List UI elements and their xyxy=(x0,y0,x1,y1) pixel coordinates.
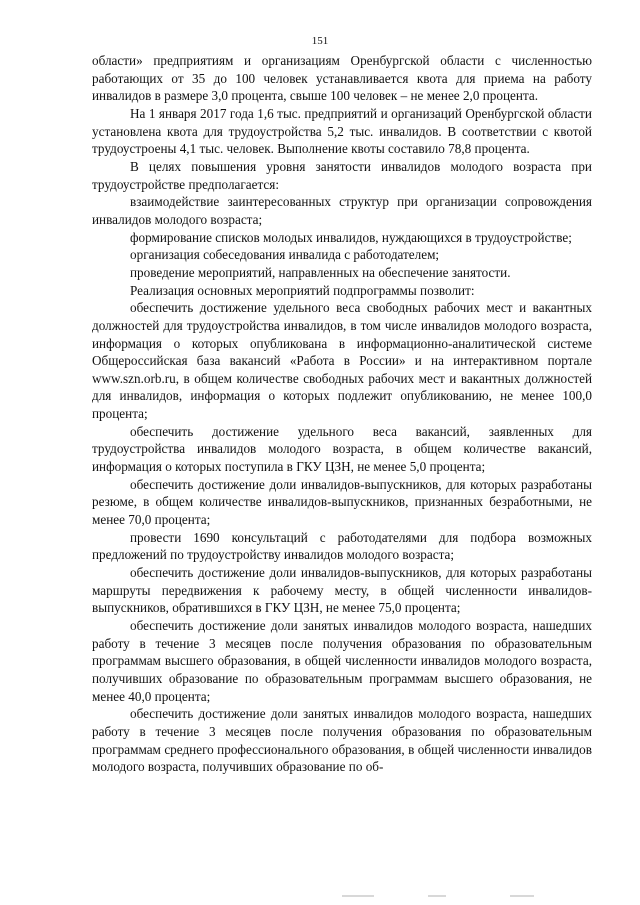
list-item-outcome: обеспечить достижение доли инвалидов-выпускников, для которых разработаны маршруты передвижения к рабочему месту, в общей численности инвалидов-выпускников, обратившихся в ГКУ ЦЗН, не менее 75,0 процента; xyxy=(92,565,592,616)
paragraph-outcomes-intro: Реализация основных мероприятий подпрограммы позволит: xyxy=(130,282,475,298)
list-item-outcome: провести 1690 консультаций с работодателями для подбора возможных предложений по трудоустройству инвалидов молодого возраста; xyxy=(92,529,592,563)
paragraph-measures-intro: В целях повышения уровня занятости инвалидов молодого возраста при трудоустройстве предполагается: xyxy=(92,158,592,192)
list-item-outcome: обеспечить достижение удельного веса свободных рабочих мест и вакантных должностей для трудоустройства инвалидов, в том числе инвалидов молодого возраста, информация о которых опубликована в информационно-аналитической системе Общероссийская база вакансий «Работа в России» и на интерактивном портале www.szn.orb.ru, в общем количестве свободных рабочих мест и вакантных должностей для инвалидов, информация о которых подлежит опубликованию, не менее 100,0 процента; xyxy=(92,300,592,422)
list-item-measure: формирование списков молодых инвалидов, нуждающихся в трудоустройстве; xyxy=(130,229,572,245)
list-item-outcome: обеспечить достижение доли занятых инвалидов молодого возраста, нашедших работу в течение 3 месяцев после получения образования по образовательным программам высшего образования, в общей численности инвалидов молодого возраста, получивших образование по образовательным программам высшего образования, не менее 40,0 процента; xyxy=(92,618,592,704)
paragraph-quota-results: На 1 января 2017 года 1,6 тыс. предприятий и организаций Оренбургской области установлена квота для трудоустройства 5,2 тыс. инвалидов. В соответствии с квотой трудоустроены 4,1 тыс. человек. Выполнение квоты составило 78,8 процента. xyxy=(92,105,592,157)
list-item-outcome: обеспечить достижение доли инвалидов-выпускников, для которых разработаны резюме, в общем количестве инвалидов-выпускников, признанных безработными, не менее 70,0 процента; xyxy=(92,476,592,528)
paragraph-quota-sizes: области» предприятиям и организациям Оренбургской области с численностью работающих от 35 до 100 человек устанавливается квота для приема на работу инвалидов в размере 3,0 процента, свыше 100 человек – не менее 2,0 процента. xyxy=(92,53,592,104)
list-item-measure: организация собеседования инвалида с работодателем; xyxy=(130,247,440,263)
page-number: 151 xyxy=(311,35,329,47)
list-item-measure: проведение мероприятий, направленных на обеспечение занятости. xyxy=(130,264,511,280)
document-body xyxy=(92,52,592,776)
scan-artifact xyxy=(300,895,580,898)
list-item-outcome: обеспечить достижение удельного веса вакансий, заявленных для трудоустройства инвалидов молодого возраста, в общем количестве вакансий, информация о которых поступила в ГКУ ЦЗН, не менее 5,0 процента; xyxy=(92,423,592,475)
list-item-measure: взаимодействие заинтересованных структур при организации сопровождения инвалидов молодого возраста; xyxy=(92,194,592,227)
list-item-outcome: обеспечить достижение доли занятых инвалидов молодого возраста, нашедших работу в течение 3 месяцев после получения образования по образовательным программам среднего профессионального образования, в общей численности инвалидов молодого возраста, получивших образование по об- xyxy=(92,706,592,775)
